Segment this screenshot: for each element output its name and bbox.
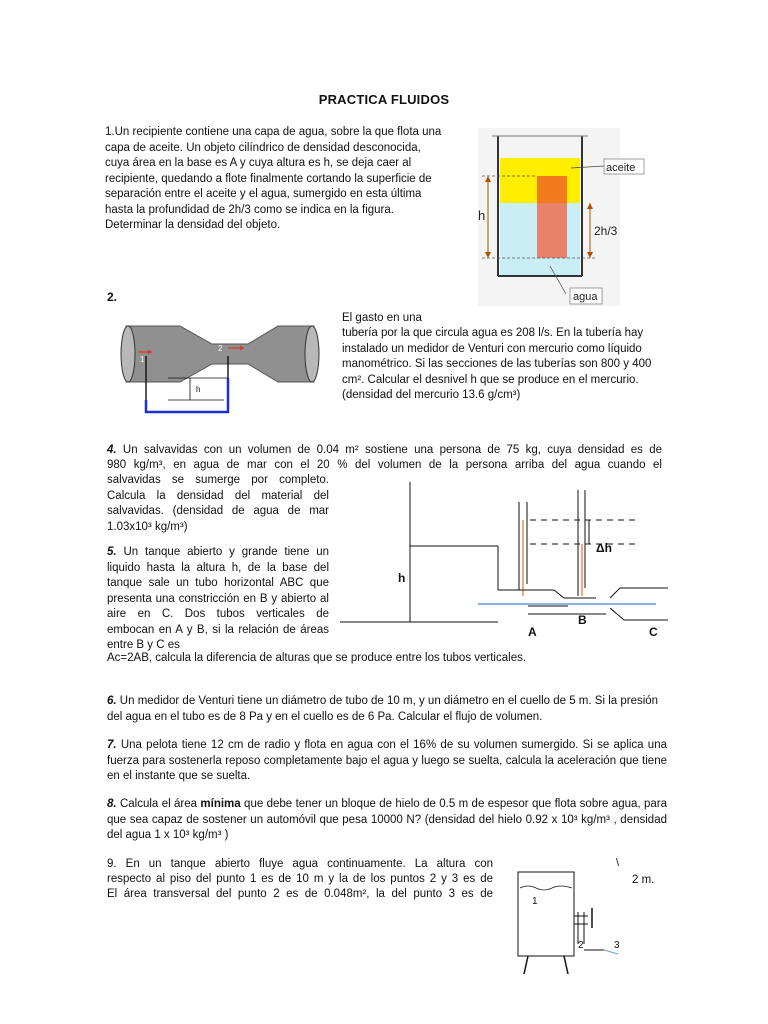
figure-tank-constriction [338, 480, 668, 640]
problem-4-rest: salvavidas se sumerge por completo. Calcula la densidad del material del salvavidas. (densidad de agua de mar 1.03x10³ kg/m³) [107, 474, 329, 533]
problem-4-line1 [107, 443, 662, 459]
label-2h3: 2h/3 [594, 224, 618, 238]
mercury-column [146, 378, 228, 412]
problem-4-line2: 980 kg/m³, en agua de mar con el 20 % del volumen de la persona arriba del agua cuando el [107, 459, 662, 471]
label-point-3: 3 [614, 940, 620, 951]
problem-7-body: Una pelota tiene 12 cm de radio y flota en agua con el 16% de su volumen sumergido. Si se aplica una fuerza para sostenerla reposo completamente bajo el agua y luego se suelta, calcula la aceleración que tiene en el instante que se suelta. [107, 739, 667, 782]
problem-9-line3: El área transversal del punto 2 es de 0.048m², la del punto 3 es de [107, 888, 493, 900]
tank-leg-right [564, 956, 568, 974]
pipe-left-end [121, 326, 135, 382]
venturi-pipe [126, 326, 314, 382]
label-h: h [478, 208, 486, 223]
label-agua: agua [573, 291, 598, 303]
tank-body [518, 872, 574, 956]
problem-7-number: 7. [107, 739, 117, 751]
label-aceite: aceite [606, 162, 636, 174]
label-h: h [398, 571, 406, 585]
pipe-right-end [305, 326, 319, 382]
label-B: B [578, 613, 587, 627]
constriction-in [554, 590, 564, 598]
label-A: A [528, 625, 537, 639]
problem-5-last-line: Ac=2AB, calcula la diferencia de alturas que se produce entre los tubos verticales. [107, 652, 527, 664]
pipe-c-flare-bottom [610, 608, 624, 620]
figure-open-tank [500, 852, 640, 982]
label-2: 2 [218, 344, 223, 353]
problem-5-number: 5. [107, 546, 117, 558]
problem-8-pre: Calcula el área [119, 798, 201, 810]
problem-1-text: 1.Un recipiente contiene una capa de agua, sobre la que flota una capa de aceite. Un objeto cilíndrico de densidad desconocida, cuya área en la base es A y cuya altura es h, se deja caer al recipiente, quedando a flote finalmente cortando la superficie de separación entre el aceite y el agua, sumergido en esta última hasta la profundidad de 2h/3 como se indica en la figura. Determinar la densidad del objeto. [105, 126, 442, 231]
figure-oil-water-container [478, 128, 636, 306]
problem-9-tail: 2 m. [632, 874, 655, 886]
problem-2-number: 2. [107, 290, 118, 304]
problem-4-number: 4. [107, 444, 117, 456]
label-point-2: 2 [578, 940, 584, 951]
tank-leg-left [524, 956, 528, 974]
label-1: 1 [140, 355, 145, 364]
problem-8-number: 8. [107, 798, 117, 810]
problem-6-number: 6. [107, 695, 117, 707]
problem-8-post: que debe tener un bloque de hielo de 0.5 m de espesor que flota sobre agua, para que sea capaz de sostener un automóvil que pesa 10000 N? (densidad del hielo 0.92 x 10³ kg/m³ , densidad del agua 1 x 10³ kg/m³ ) [107, 798, 667, 841]
problem-2-line1: El gasto en una [342, 312, 422, 324]
label-point-1: 1 [532, 896, 538, 907]
problem-6-text [107, 694, 667, 725]
stray-mark: \ [616, 857, 620, 869]
figure-venturi-meter [116, 318, 324, 414]
label-dh: Δh [596, 541, 612, 555]
problem-5-text [107, 545, 329, 654]
pipe-c-flare-top [610, 588, 620, 598]
page-title: PRACTICA FLUIDOS [318, 92, 450, 107]
problem-8-bold: mínima [200, 798, 241, 810]
problem-4-line1-text: Un salvavidas con un volumen de 0.04 m² sostiene una persona de 75 kg, cuya densidad es de [122, 444, 662, 456]
label-h: h [196, 385, 201, 394]
problem-9-line2: respecto al piso del punto 1 es de 10 m y la de los puntos 2 y 3 es de [107, 873, 493, 885]
problem-7-text [107, 738, 667, 785]
problem-2-text: tubería por la que circula agua es 208 l/s. En la tubería hay instalado un medidor de Venturi con mercurio como líquido manométrico. Si las secciones de las tuberías son 800 y 400 cm². Calcular el desnivel h que se produce en el mercurio. (densidad del mercurio 13.6 g/cm³) [342, 327, 652, 401]
problem-6-body: Un medidor de Venturi tiene un diámetro de tubo de 10 m, y un diámetro en el cuello de 5 m. Si la presión del agua en el tubo es de 8 Pa y en el cuello es de 6 Pa. Calcular el flujo de volumen. [107, 695, 659, 723]
object-in-oil [537, 176, 567, 203]
object-in-water [537, 203, 567, 258]
label-C: C [649, 625, 658, 639]
problem-8-text [107, 797, 667, 844]
problem-9-line1: 9. En un tanque abierto fluye agua continuamente. La altura con [107, 858, 493, 870]
problem-5-body: Un tanque abierto y grande tiene un liquido hasta la altura h, de la base del tanque sale un tubo horizontal ABC que presenta una constricción en B y abierto al aire en C. Dos tubos verticales de embocan en A y B, si la relación de áreas entre B y C es [107, 546, 329, 651]
